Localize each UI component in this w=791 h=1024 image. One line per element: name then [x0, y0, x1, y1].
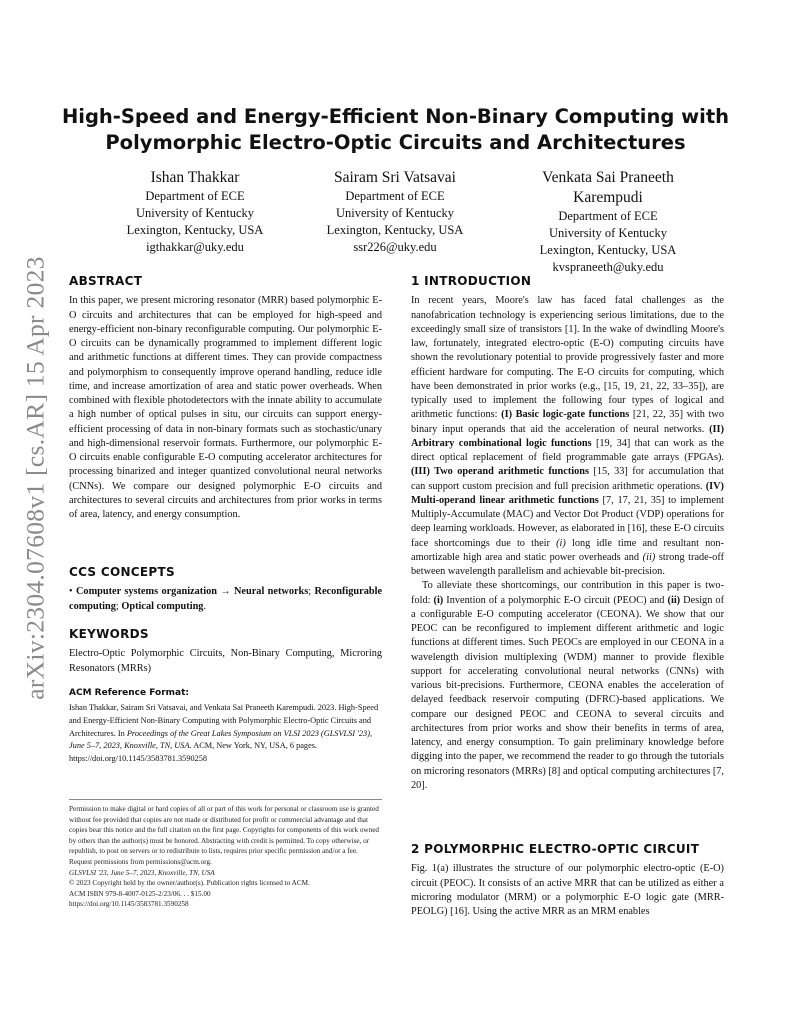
author-location: Lexington, Kentucky, USA — [539, 243, 677, 257]
acm-reference-heading: ACM Reference Format: — [69, 688, 189, 698]
section-2-text: Fig. 1(a) illustrates the structure of our polymorphic electro-optic (E-O) circuit (PEOC). It consists of an active MRR that can be utilized as either a microring modulator (MRM) or a polymorphic E-O logic gate (MRR-PEOLG) [16]. Using the active MRR as an MRM enables — [411, 863, 724, 917]
ccs-heading: CCS CONCEPTS — [69, 565, 175, 579]
keywords-section — [69, 627, 382, 676]
isbn-line: ACM ISBN 979-8-4007-0125-2/23/06. . . $15.00 — [69, 889, 211, 898]
paper-title: High-Speed and Energy-Efficient Non-Binary Computing with Polymorphic Electro-Optic Circuits and Architectures — [61, 105, 730, 154]
ccs-text: • Computer systems organization → Neural networks; Reconfigurable computing; Optical computing. — [69, 586, 383, 612]
arxiv-id: arXiv:2304.07608v1 [cs.AR] 15 Apr 2023 — [21, 256, 51, 700]
copyright-line: © 2023 Copyright held by the owner/author(s). Publication rights licensed to ACM. — [69, 879, 310, 888]
author-name: Sairam Sri Vatsavai — [334, 169, 456, 186]
intro-paragraph-2: To alleviate these shortcomings, our contribution in this paper is two-fold: (i) Invention of a polymorphic E-O circuit (PEOC) and (ii) Design of a configurable E-O computing accelerator (CEONA). We show that our PEOC can be reconfigured to implement different arithmetic and logic functions at different times. Such PEOCs are employed in our CEONA in a wavelength division multiplexing (WDM) manner to provide flexible support for accelerating convolutional neural networks (CNNs) with various bit-precisions. Furthermore, CEONA enables the acceleration of delayed feedback reservoir computing (DFRC)-based applications. We compare our designed PEOC and CEONA to several circuits and architectures from prior works and show their benefits in terms of area, latency, and energy consumption. To gain preliminary knowledge before digging into the paper, we recommend the reader to go through the tutorials on microring resonators (MRRs) [8] and optical computing architectures [7, 20]. — [411, 580, 724, 791]
keywords-heading: KEYWORDS — [69, 627, 149, 641]
author-email[interactable]: ssr226@uky.edu — [353, 240, 437, 254]
introduction-heading: 1 INTRODUCTION — [411, 274, 532, 288]
permission-block — [69, 804, 382, 910]
acm-reference — [69, 686, 382, 766]
author-block-1 — [100, 168, 290, 256]
author-dept: Department of ECE — [145, 189, 245, 203]
author-dept: Department of ECE — [558, 209, 658, 223]
author-block-2 — [300, 168, 490, 256]
author-location: Lexington, Kentucky, USA — [326, 223, 464, 237]
author-email[interactable]: kvspraneeth@uky.edu — [552, 260, 664, 274]
footnote-divider — [69, 799, 382, 800]
author-univ: University of Kentucky — [335, 206, 455, 220]
author-location: Lexington, Kentucky, USA — [126, 223, 264, 237]
section-2-heading: 2 POLYMORPHIC ELECTRO-OPTIC CIRCUIT — [411, 842, 700, 856]
intro-paragraph-1: In recent years, Moore's law has faced fatal challenges as the nanofabrication technology is experiencing serious limitations, due to the exceedingly small size of transistors [1]. In the wake of dwindling Moore's law, fortunately, integrated electro-optic (E-O) computing circuits have shown the revolutionary potential to provide progressively faster and more efficient hardware for computing. The E-O circuits for computing, which have been demonstrated in prior works (e.g., [15, 19, 21, 22, 33–35]), are typically used to implement the following four types of logical and arithmetic functions: (I) Basic logic-gate functions [21, 22, 35] with two binary input operands that aid the acceleration of neural networks. (II) Arbitrary combinational logic functions [19, 34] that can work as the direct optical replacement of field programmable gate arrays (FPGAs). (III) Two operand arithmetic functions [15, 33] for accumulation that can support custom precision and full precision arithmetic operations. (IV) Multi-operand linear arithmetic functions [7, 17, 21, 35] to implement Multiply-Accumulate (MAC) and Vector Dot Product (VDP) operations for deep learning workloads. However, as elaborated in [16], these E-O circuits face shortcomings due to their (i) long idle time and resultant non-amortizable high area and static power overheads and (ii) strong trade-off between wavelength parallelism and achievable bit-precision. — [411, 295, 725, 577]
author-univ: University of Kentucky — [548, 226, 668, 240]
abstract-section — [69, 274, 382, 522]
arxiv-stamp — [20, 256, 52, 700]
author-name: Ishan Thakkar — [150, 169, 240, 186]
ccs-section — [69, 565, 382, 614]
keywords-text: Electro-Optic Polymorphic Circuits, Non-Binary Computing, Microring Resonators (MRRs) — [69, 648, 382, 674]
author-block-3 — [513, 168, 703, 276]
permission-text: Permission to make digital or hard copies of all or part of this work for personal or classroom use is granted without fee provided that copies are not made or distributed for profit or commercial advantage and that copies bear this notice and the full citation on the first page. Copyrights for components of this work owned by others than the author(s) must be honored. Abstracting with credit is permitted. To copy otherwise, or republish, to post on servers or to redistribute to lists, requires prior specific permission and/or a fee. Request permissions from permissions@acm.org. — [69, 805, 379, 866]
acm-reference-text: Ishan Thakkar, Sairam Sri Vatsavai, and Venkata Sai Praneeth Karempudi. 2023. High-Speed and Energy-Efficient Non-Binary Computing with Polymorphic Electro-Optic Circuits and Architectures. In Proceedings of the Great Lakes Symposium on VLSI 2023 (GLSVLSI '23), June 5–7, 2023, Knoxville, TN, USA. ACM, New York, NY, USA, 6 pages. https://doi.org/10.1145/3583781.3590258 — [69, 703, 379, 764]
author-univ: University of Kentucky — [135, 206, 255, 220]
section-2 — [411, 842, 724, 919]
author-name: Venkata Sai Praneeth Karempudi — [542, 169, 674, 206]
abstract-heading: ABSTRACT — [69, 274, 143, 288]
conference-line: GLSVLSI '23, June 5–7, 2023, Knoxville, TN, USA — [69, 868, 215, 877]
author-email[interactable]: igthakkar@uky.edu — [146, 240, 244, 254]
doi-line[interactable]: https://doi.org/10.1145/3583781.3590258 — [69, 900, 189, 909]
abstract-text: In this paper, we present microring resonator (MRR) based polymorphic E-O circuits and architectures that can be employed for high-speed and energy-efficient non-binary reconfigurable computing. Our polymorphic E-O circuits can be dynamically programmed to implement different logic and arithmetic functions at different times. They can provide compactness and polymorphism to consequently improve operand handling, reduce idle time, and increase amortization of area and static power overheads. When combined with flexible photodetectors with the innate ability to accumulate a high number of optical pulses in situ, our circuits can support energy-efficient processing of data in non-binary formats such as stochastic/unary and high-dimensional reservoir formats. Furthermore, our polymorphic E-O circuits enable configurable E-O computing accelerator architectures for processing binarized and integer quantized convolutional neural networks (CNNs). We compare our designed polymorphic E-O circuits and architectures to several circuits and architectures from prior works in terms of area, latency, and energy consumption. — [69, 295, 382, 520]
author-dept: Department of ECE — [345, 189, 445, 203]
introduction-section — [411, 274, 724, 793]
